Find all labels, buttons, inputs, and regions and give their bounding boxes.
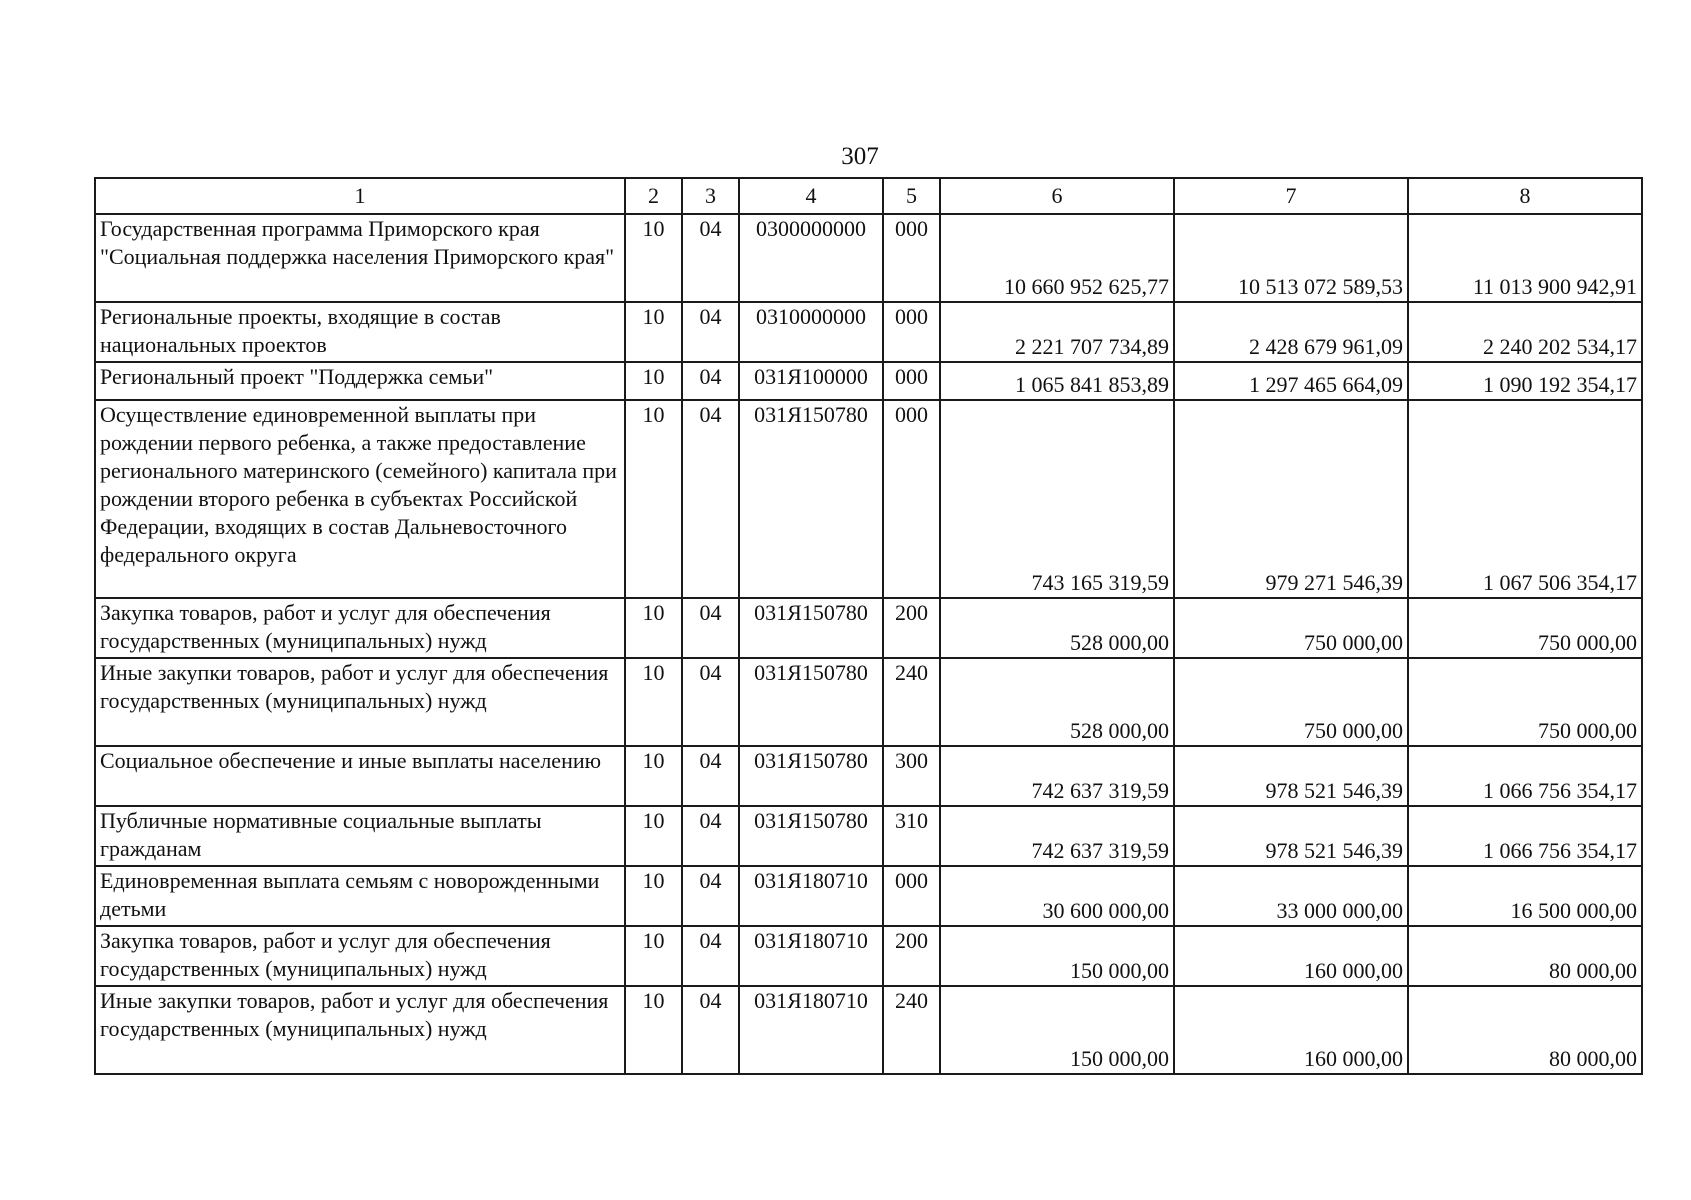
subsection-code: 04: [682, 302, 739, 362]
item-name: Закупка товаров, работ и услуг для обеспечения государственных (муниципальных) нужд: [95, 598, 625, 658]
target-article-code: 031Я180710: [739, 926, 883, 986]
amount-col-7: 160 000,00: [1174, 986, 1408, 1074]
section-code: 10: [625, 658, 682, 746]
table-row: [95, 302, 1642, 362]
budget-table: [94, 177, 1643, 1075]
amount-col-7: 979 271 546,39: [1174, 400, 1408, 598]
section-code: 10: [625, 302, 682, 362]
section-code: 10: [625, 746, 682, 806]
section-code: 10: [625, 986, 682, 1074]
section-code: 10: [625, 866, 682, 926]
table-row: [95, 598, 1642, 658]
amount-col-8: 1 066 756 354,17: [1408, 746, 1642, 806]
item-name: Иные закупки товаров, работ и услуг для обеспечения государственных (муниципальных) нужд: [95, 986, 625, 1074]
table-row: [95, 362, 1642, 400]
subsection-code: 04: [682, 986, 739, 1074]
amount-col-6: 742 637 319,59: [940, 746, 1174, 806]
table-row: [95, 926, 1642, 986]
target-article-code: 031Я150780: [739, 658, 883, 746]
table-row: [95, 746, 1642, 806]
target-article-code: 031Я180710: [739, 866, 883, 926]
subsection-code: 04: [682, 658, 739, 746]
section-code: 10: [625, 598, 682, 658]
subsection-code: 04: [682, 362, 739, 400]
amount-col-8: 1 067 506 354,17: [1408, 400, 1642, 598]
amount-col-6: 2 221 707 734,89: [940, 302, 1174, 362]
item-name: Осуществление единовременной выплаты при рождении первого ребенка, а также предоставление регионального материнского (семейного) капитала при рождении второго ребенка в субъектах Российской Федерации, входящих в состав Дальневосточного федерального округа: [95, 400, 625, 598]
subsection-code: 04: [682, 866, 739, 926]
column-header: 6: [940, 178, 1174, 214]
target-article-code: 0310000000: [739, 302, 883, 362]
table-row: [95, 986, 1642, 1074]
amount-col-6: 743 165 319,59: [940, 400, 1174, 598]
column-header: 3: [682, 178, 739, 214]
subsection-code: 04: [682, 400, 739, 598]
expense-type-code: 200: [883, 926, 940, 986]
amount-col-7: 2 428 679 961,09: [1174, 302, 1408, 362]
item-name: Государственная программа Приморского края "Социальная поддержка населения Приморского края": [95, 214, 625, 302]
column-header: 4: [739, 178, 883, 214]
expense-type-code: 000: [883, 302, 940, 362]
section-code: 10: [625, 400, 682, 598]
amount-col-7: 160 000,00: [1174, 926, 1408, 986]
target-article-code: 031Я180710: [739, 986, 883, 1074]
target-article-code: 031Я100000: [739, 362, 883, 400]
column-header: 2: [625, 178, 682, 214]
section-code: 10: [625, 926, 682, 986]
expense-type-code: 000: [883, 866, 940, 926]
table-row: [95, 400, 1642, 598]
amount-col-8: 80 000,00: [1408, 926, 1642, 986]
amount-col-8: 16 500 000,00: [1408, 866, 1642, 926]
amount-col-7: 1 297 465 664,09: [1174, 362, 1408, 400]
target-article-code: 031Я150780: [739, 806, 883, 866]
item-name: Единовременная выплата семьям с новорожденными детьми: [95, 866, 625, 926]
expense-type-code: 200: [883, 598, 940, 658]
table-row: [95, 214, 1642, 302]
amount-col-6: 150 000,00: [940, 986, 1174, 1074]
amount-col-6: 742 637 319,59: [940, 806, 1174, 866]
table-row: [95, 658, 1642, 746]
item-name: Публичные нормативные социальные выплаты гражданам: [95, 806, 625, 866]
amount-col-7: 33 000 000,00: [1174, 866, 1408, 926]
section-code: 10: [625, 214, 682, 302]
expense-type-code: 240: [883, 658, 940, 746]
expense-type-code: 240: [883, 986, 940, 1074]
amount-col-8: 2 240 202 534,17: [1408, 302, 1642, 362]
page-number: 307: [841, 143, 879, 170]
amount-col-6: 10 660 952 625,77: [940, 214, 1174, 302]
subsection-code: 04: [682, 598, 739, 658]
expense-type-code: 000: [883, 362, 940, 400]
target-article-code: 031Я150780: [739, 400, 883, 598]
amount-col-8: 1 090 192 354,17: [1408, 362, 1642, 400]
table-row: [95, 866, 1642, 926]
item-name: Региональные проекты, входящие в состав национальных проектов: [95, 302, 625, 362]
amount-col-7: 750 000,00: [1174, 658, 1408, 746]
amount-col-6: 528 000,00: [940, 598, 1174, 658]
column-header: 5: [883, 178, 940, 214]
amount-col-6: 30 600 000,00: [940, 866, 1174, 926]
item-name: Социальное обеспечение и иные выплаты населению: [95, 746, 625, 806]
amount-col-6: 150 000,00: [940, 926, 1174, 986]
target-article-code: 0300000000: [739, 214, 883, 302]
amount-col-8: 750 000,00: [1408, 598, 1642, 658]
table-header-row: [95, 178, 1642, 214]
item-name: Закупка товаров, работ и услуг для обеспечения государственных (муниципальных) нужд: [95, 926, 625, 986]
amount-col-8: 80 000,00: [1408, 986, 1642, 1074]
amount-col-7: 750 000,00: [1174, 598, 1408, 658]
amount-col-6: 1 065 841 853,89: [940, 362, 1174, 400]
column-header: 1: [95, 178, 625, 214]
amount-col-7: 978 521 546,39: [1174, 806, 1408, 866]
target-article-code: 031Я150780: [739, 598, 883, 658]
amount-col-8: 750 000,00: [1408, 658, 1642, 746]
amount-col-8: 11 013 900 942,91: [1408, 214, 1642, 302]
column-header: 7: [1174, 178, 1408, 214]
expense-type-code: 310: [883, 806, 940, 866]
column-header: 8: [1408, 178, 1642, 214]
section-code: 10: [625, 806, 682, 866]
subsection-code: 04: [682, 746, 739, 806]
item-name: Иные закупки товаров, работ и услуг для обеспечения государственных (муниципальных) нужд: [95, 658, 625, 746]
amount-col-7: 10 513 072 589,53: [1174, 214, 1408, 302]
table-row: [95, 806, 1642, 866]
amount-col-8: 1 066 756 354,17: [1408, 806, 1642, 866]
subsection-code: 04: [682, 926, 739, 986]
amount-col-6: 528 000,00: [940, 658, 1174, 746]
item-name: Региональный проект "Поддержка семьи": [95, 362, 625, 400]
amount-col-7: 978 521 546,39: [1174, 746, 1408, 806]
section-code: 10: [625, 362, 682, 400]
subsection-code: 04: [682, 806, 739, 866]
subsection-code: 04: [682, 214, 739, 302]
expense-type-code: 000: [883, 400, 940, 598]
target-article-code: 031Я150780: [739, 746, 883, 806]
expense-type-code: 000: [883, 214, 940, 302]
expense-type-code: 300: [883, 746, 940, 806]
